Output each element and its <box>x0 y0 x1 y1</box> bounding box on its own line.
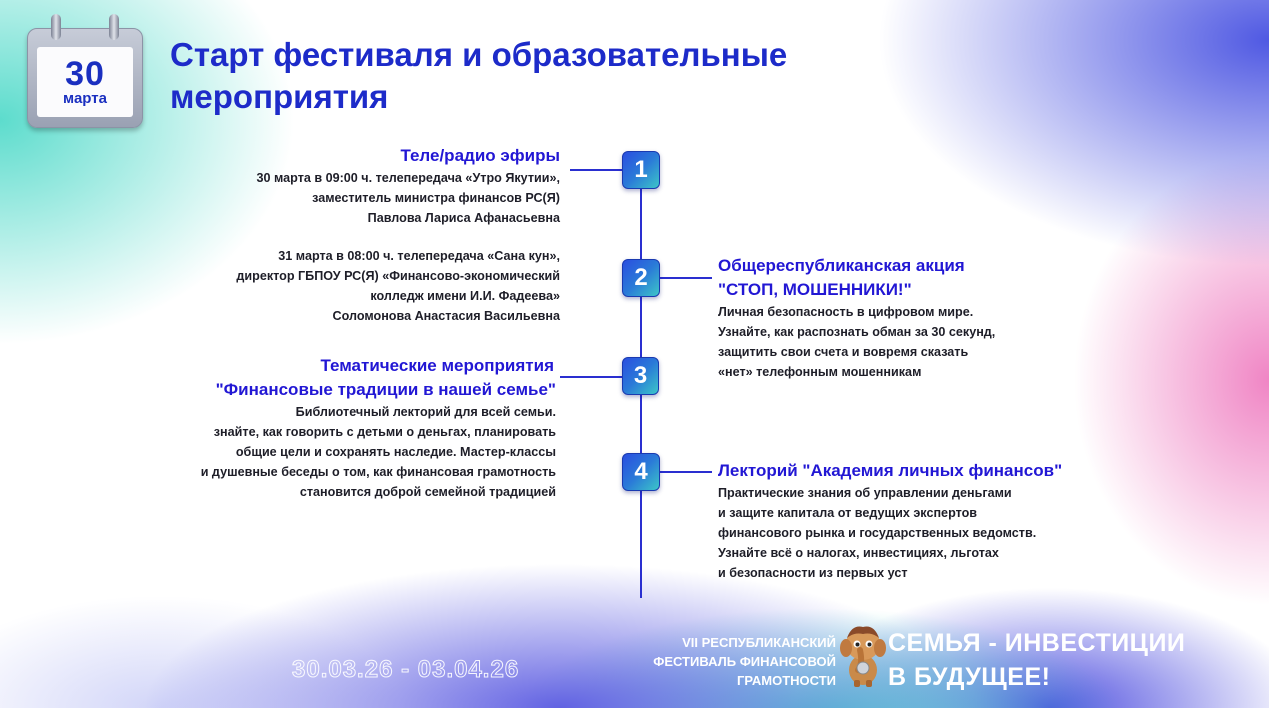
text-line: «нет» телефонным мошенникам <box>718 365 922 379</box>
timeline-item-1 <box>100 144 560 326</box>
text-line: становится доброй семейной традицией <box>299 485 556 499</box>
calendar-ring-left <box>51 14 61 40</box>
text-line: и безопасности из первых уст <box>718 566 908 580</box>
timeline-item-3 <box>70 354 556 502</box>
calendar-month: марта <box>63 90 107 107</box>
item-2-description <box>718 302 1138 382</box>
timeline-item-2 <box>718 254 1138 382</box>
festival-slogan <box>888 626 1185 694</box>
timeline-marker-4: 4 <box>622 453 660 491</box>
text-line: колледж имени И.И. Фадеева» <box>370 289 560 303</box>
page-title-line-2: мероприятия <box>170 78 389 115</box>
text-line: Личная безопасность в цифровом мире. <box>718 305 974 319</box>
festival-name <box>560 633 836 690</box>
timeline-marker-2: 2 <box>622 259 660 297</box>
slogan-line-2: В БУДУЩЕЕ! <box>888 663 1051 691</box>
slogan-line-1: СЕМЬЯ - ИНВЕСТИЦИИ <box>888 629 1186 657</box>
calendar-body <box>27 28 143 128</box>
festival-name-line: ГРАМОТНОСТИ <box>736 673 836 688</box>
connector-4 <box>660 471 712 473</box>
text-line: Узнайте всё о налогах, инвестициях, льготах <box>718 546 999 560</box>
item-3-heading-line-2: "Финансовые традиции в нашей семье" <box>215 380 556 399</box>
festival-name-line: ФЕСТИВАЛЬ ФИНАНСОВОЙ <box>653 654 836 669</box>
timeline-marker-1: 1 <box>622 151 660 189</box>
text-line: защитить свои счета и вовремя сказать <box>718 345 969 359</box>
text-line: Узнайте, как распознать обман за 30 секунд, <box>718 325 996 339</box>
calendar-ring-right <box>109 14 119 40</box>
item-1-paragraph-2 <box>100 246 560 326</box>
connector-2 <box>660 277 712 279</box>
item-1-paragraph-1 <box>100 168 560 228</box>
connector-1 <box>570 169 622 171</box>
text-line: общие цели и сохранять наследие. Мастер-классы <box>235 445 556 459</box>
text-line: директор ГБПОУ РС(Я) «Финансово-экономический <box>236 269 560 283</box>
calendar-page <box>37 47 133 117</box>
text-line: и душевные беседы о том, как финансовая грамотность <box>200 465 556 479</box>
text-line: 30 марта в 09:00 ч. телепередача «Утро Якутии», <box>256 171 560 185</box>
item-1-heading: Теле/радио эфиры <box>400 146 560 165</box>
text-line: финансового рынка и государственных ведомств. <box>718 526 1037 540</box>
item-3-heading-line-1: Тематические мероприятия <box>320 356 554 375</box>
item-2-heading-line-2: "СТОП, МОШЕННИКИ!" <box>718 280 912 299</box>
calendar-day: 30 <box>65 55 105 93</box>
text-line: Павлова Лариса Афанасьевна <box>367 211 560 225</box>
page-title <box>170 34 1070 118</box>
text-line: Соломонова Анастасия Васильевна <box>332 309 560 323</box>
text-line: Библиотечный лекторий для всей семьи. <box>295 405 556 419</box>
item-4-description <box>718 483 1178 583</box>
festival-name-line: VII РЕСПУБЛИКАНСКИЙ <box>682 635 836 650</box>
text-line: 31 марта в 08:00 ч. телепередача «Сана кун», <box>278 249 560 263</box>
text-line: Практические знания об управлении деньгами <box>718 486 1012 500</box>
text-line: заместитель министра финансов РС(Я) <box>312 191 560 205</box>
festival-dates: 30.03.26 - 03.04.26 <box>292 656 520 683</box>
timeline-marker-3: 3 <box>622 357 659 395</box>
mammoth-mascot-icon <box>840 624 886 688</box>
text-line: и защите капитала от ведущих экспертов <box>718 506 978 520</box>
connector-3 <box>560 376 622 378</box>
timeline-item-4 <box>718 459 1178 583</box>
text-line: знайте, как говорить с детьми о деньгах, планировать <box>213 425 556 439</box>
item-4-heading: Лекторий "Академия личных финансов" <box>718 461 1063 480</box>
page-title-line-1: Старт фестиваля и образовательные <box>170 36 788 73</box>
item-2-heading-line-1: Общереспубликанская акция <box>718 256 965 275</box>
item-3-description <box>70 402 556 502</box>
calendar-icon <box>27 14 143 128</box>
